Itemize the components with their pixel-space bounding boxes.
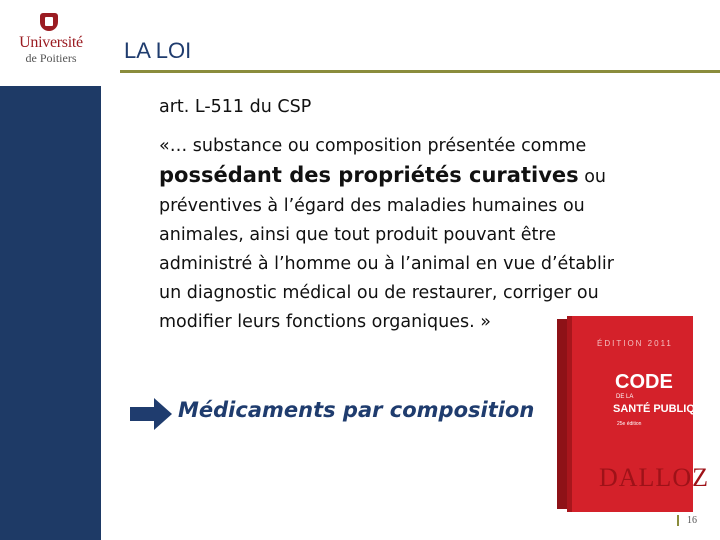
law-reference: art. L-511 du CSP <box>159 97 312 117</box>
quote-line-2 <box>159 161 679 192</box>
svg-text:CODE: CODE <box>615 371 673 393</box>
university-logo <box>0 0 101 86</box>
quote-line-2-rest: ou <box>578 167 606 187</box>
arrow-right-icon <box>130 397 174 431</box>
conclusion-text: Médicaments par composition <box>178 398 535 422</box>
svg-text:25e édition: 25e édition <box>617 421 642 427</box>
code-sante-publique-book-image <box>557 316 711 512</box>
slide-title: LA LOI <box>124 38 192 63</box>
logo-name: Université <box>19 34 83 51</box>
quote-line-7: modifier leurs fonctions organiques. » <box>159 312 491 332</box>
svg-text:DE LA: DE LA <box>616 394 634 400</box>
university-crest-icon <box>40 13 58 31</box>
quote-line-5: administré à l’homme ou à l’animal en vue d’établir <box>159 254 614 274</box>
quote-line-4: animales, ainsi que tout produit pouvant être <box>159 225 556 245</box>
quote-emphasis: possédant des propriétés curatives <box>159 163 579 187</box>
svg-text:DALLOZ: DALLOZ <box>599 463 709 492</box>
quote-line-1: «… substance ou composition présentée comme <box>159 136 587 156</box>
title-divider <box>120 70 720 73</box>
logo-city: de Poitiers <box>25 51 77 65</box>
quote-line-6: un diagnostic médical ou de restaurer, corriger ou <box>159 283 599 303</box>
quote-line-3: préventives à l’égard des maladies humaines ou <box>159 196 585 216</box>
page-number: 16 <box>677 515 697 526</box>
svg-text:ÉDITION 2011: ÉDITION 2011 <box>597 339 673 348</box>
slide-body <box>159 93 679 337</box>
svg-text:SANTÉ PUBLIQUE: SANTÉ PUBLIQUE <box>613 403 711 415</box>
